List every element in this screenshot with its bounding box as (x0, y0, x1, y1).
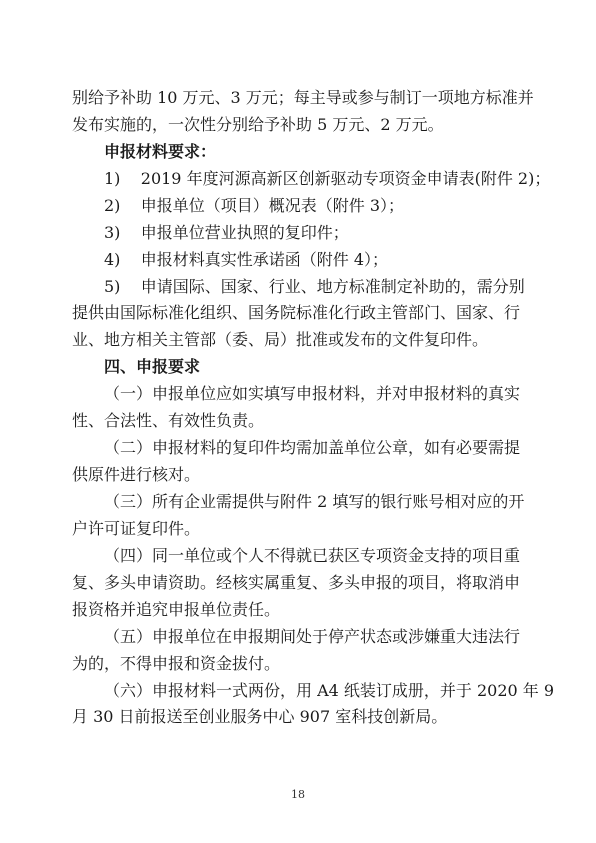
section-4-heading: 四、申报要求 (104, 357, 201, 377)
req-4-line-2: 复、多头申请资助。经核实属重复、多头申报的项目，将取消申 (72, 572, 521, 592)
material-item-1 (104, 169, 550, 189)
req-5-line-1: （五）申报单位在申报期间处于停产状态或涉嫌重大违法行 (104, 626, 521, 646)
material-item-1-num: 1) (104, 168, 121, 188)
material-item-2-text: 申报单位（项目）概况表（附件 3）； (140, 195, 405, 215)
material-item-5 (104, 277, 525, 297)
req-6-line-2: 月 30 日前报送至创业服务中心 907 室科技创新局。 (72, 707, 448, 727)
intro-line-1: 别给予补助 10 万元、3 万元；每主导或参与制订一项地方标准并 (72, 88, 534, 107)
req-3-line-2: 户许可证复印件。 (72, 518, 201, 538)
material-item-1-text: 2019 年度河源高新区创新驱动专项资金申请表(附件 2)； (140, 168, 551, 188)
intro-line-2: 发布实施的，一次性分别给予补助 5 万元、2 万元。 (72, 114, 444, 134)
req-3-line-1: （三）所有企业需提供与附件 2 填写的银行账号相对应的开 (104, 491, 525, 511)
material-item-3-text: 申报单位营业执照的复印件； (140, 222, 349, 242)
material-item-2 (104, 196, 404, 216)
page-number: 18 (291, 788, 305, 801)
req-1-line-1: （一）申报单位应如实填写申报材料，并对申报材料的真实 (104, 384, 521, 404)
req-2-line-2: 供原件进行核对。 (72, 465, 201, 485)
material-item-4-num: 4) (104, 249, 121, 269)
material-item-5-cont-2: 业、地方相关主管部（委、局）批准或发布的文件复印件。 (72, 330, 489, 350)
req-6-line-1: （六）申报材料一式两份，用 A4 纸装订成册，并于 2020 年 9 (104, 680, 555, 700)
req-2-line-1: （二）申报材料的复印件均需加盖单位公章，如有必要需提 (104, 438, 521, 458)
material-item-3-num: 3) (104, 222, 121, 242)
req-4-line-1: （四）同一单位或个人不得就已获区专项资金支持的项目重 (104, 545, 521, 565)
material-item-3 (104, 223, 349, 243)
material-item-5-num: 5) (104, 276, 121, 296)
materials-heading: 申报材料要求： (104, 141, 217, 161)
req-5-line-2: 为的，不得申报和资金拔付。 (72, 653, 281, 673)
req-1-line-2: 性、合法性、有效性负责。 (72, 411, 265, 431)
material-item-2-num: 2) (104, 195, 121, 215)
material-item-4-text: 申报材料真实性承诺函（附件 4）； (140, 249, 389, 269)
material-item-5-cont-1: 提供由国际标准化组织、国务院标准化行政主管部门、国家、行 (72, 303, 521, 323)
material-item-5-text: 申请国际、国家、行业、地方标准制定补助的，需分别 (140, 276, 525, 296)
material-item-4 (104, 250, 388, 270)
req-4-line-3: 报资格并追究申报单位责任。 (72, 599, 281, 619)
